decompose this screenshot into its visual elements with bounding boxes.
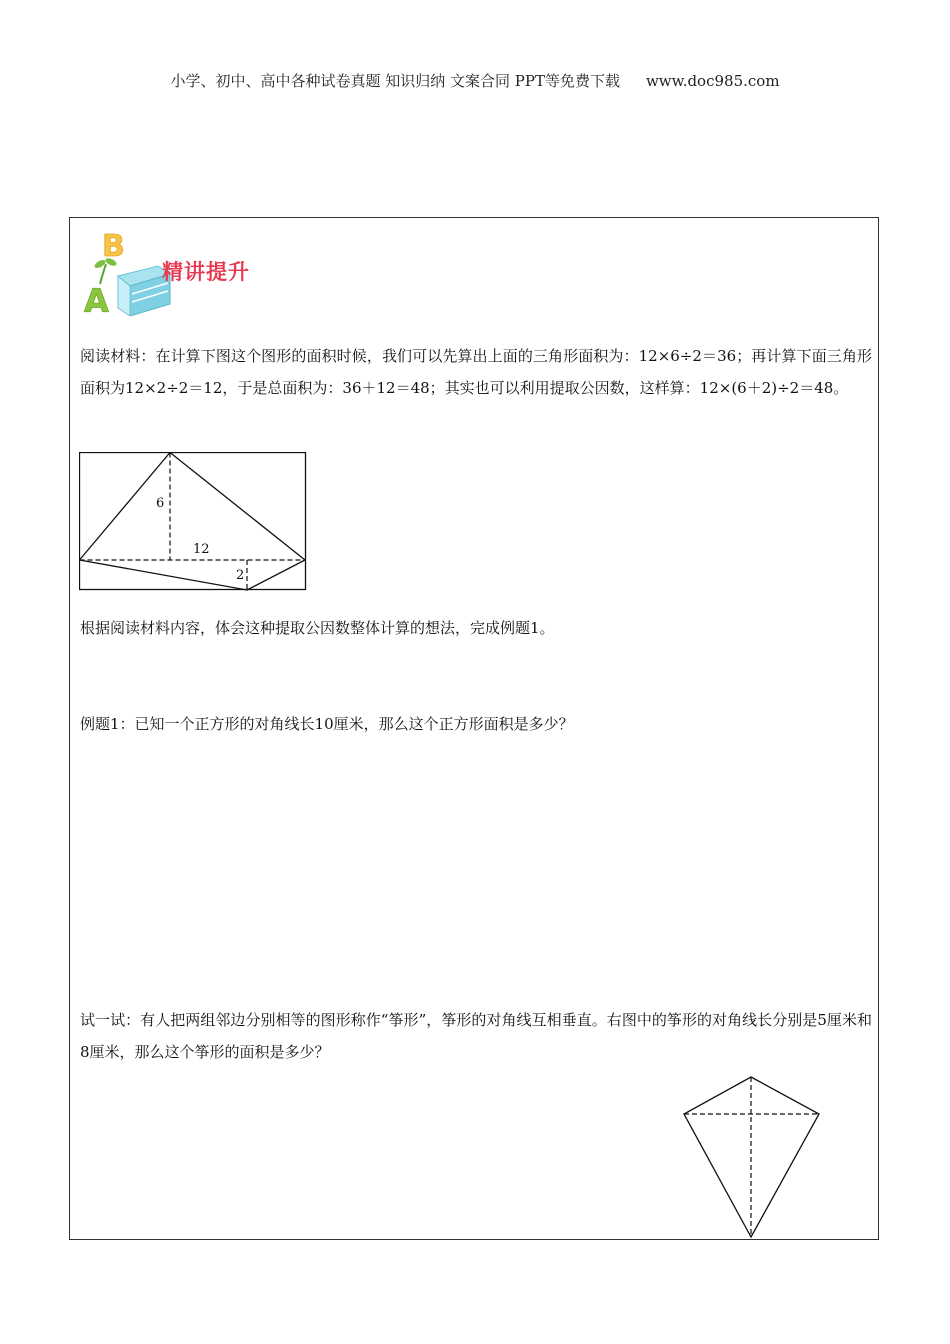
reading-paragraph: 阅读材料：在计算下图这个图形的面积时候，我们可以先算出上面的三角形面积为：12×6÷2＝36；再计算下面三角形面积为12×2÷2＝12，于是总面积为：36＋12＝48；其实也可以利用提取公因数，这样算：12×(6＋2)÷2＝48。 [80, 347, 872, 397]
try-paragraph: 试一试：有人把两组邻边分别相等的图形称作“筝形”，筝形的对角线互相垂直。右图中的筝形的对角线长分别是5厘米和8厘米，那么这个筝形的面积是多少？ [80, 1011, 872, 1061]
example1-paragraph: 例题1：已知一个正方形的对角线长10厘米，那么这个正方形面积是多少？ [80, 715, 574, 733]
header-text: 小学、初中、高中各种试卷真题 知识归纳 文案合同 PPT等免费下载 [170, 72, 620, 90]
instruction-paragraph: 根据阅读材料内容，体会这种提取公因数整体计算的想法，完成例题1。 [80, 619, 555, 637]
section-title: 精讲提升 [162, 260, 250, 284]
logo-letter-b: B [102, 229, 125, 264]
area-figure [79, 452, 309, 592]
page-header [0, 70, 950, 91]
header-site: www.doc985.com [645, 72, 780, 90]
label-height-top: 6 [156, 496, 165, 511]
label-height-bottom: 2 [236, 568, 245, 583]
kite-figure [683, 1074, 823, 1240]
sprout-stem [100, 264, 106, 284]
label-base: 12 [193, 542, 210, 557]
content-frame [69, 217, 879, 1240]
lower-triangle [80, 560, 306, 590]
logo-letter-a: A [84, 282, 109, 316]
figure-outer-rectangle [80, 453, 306, 590]
